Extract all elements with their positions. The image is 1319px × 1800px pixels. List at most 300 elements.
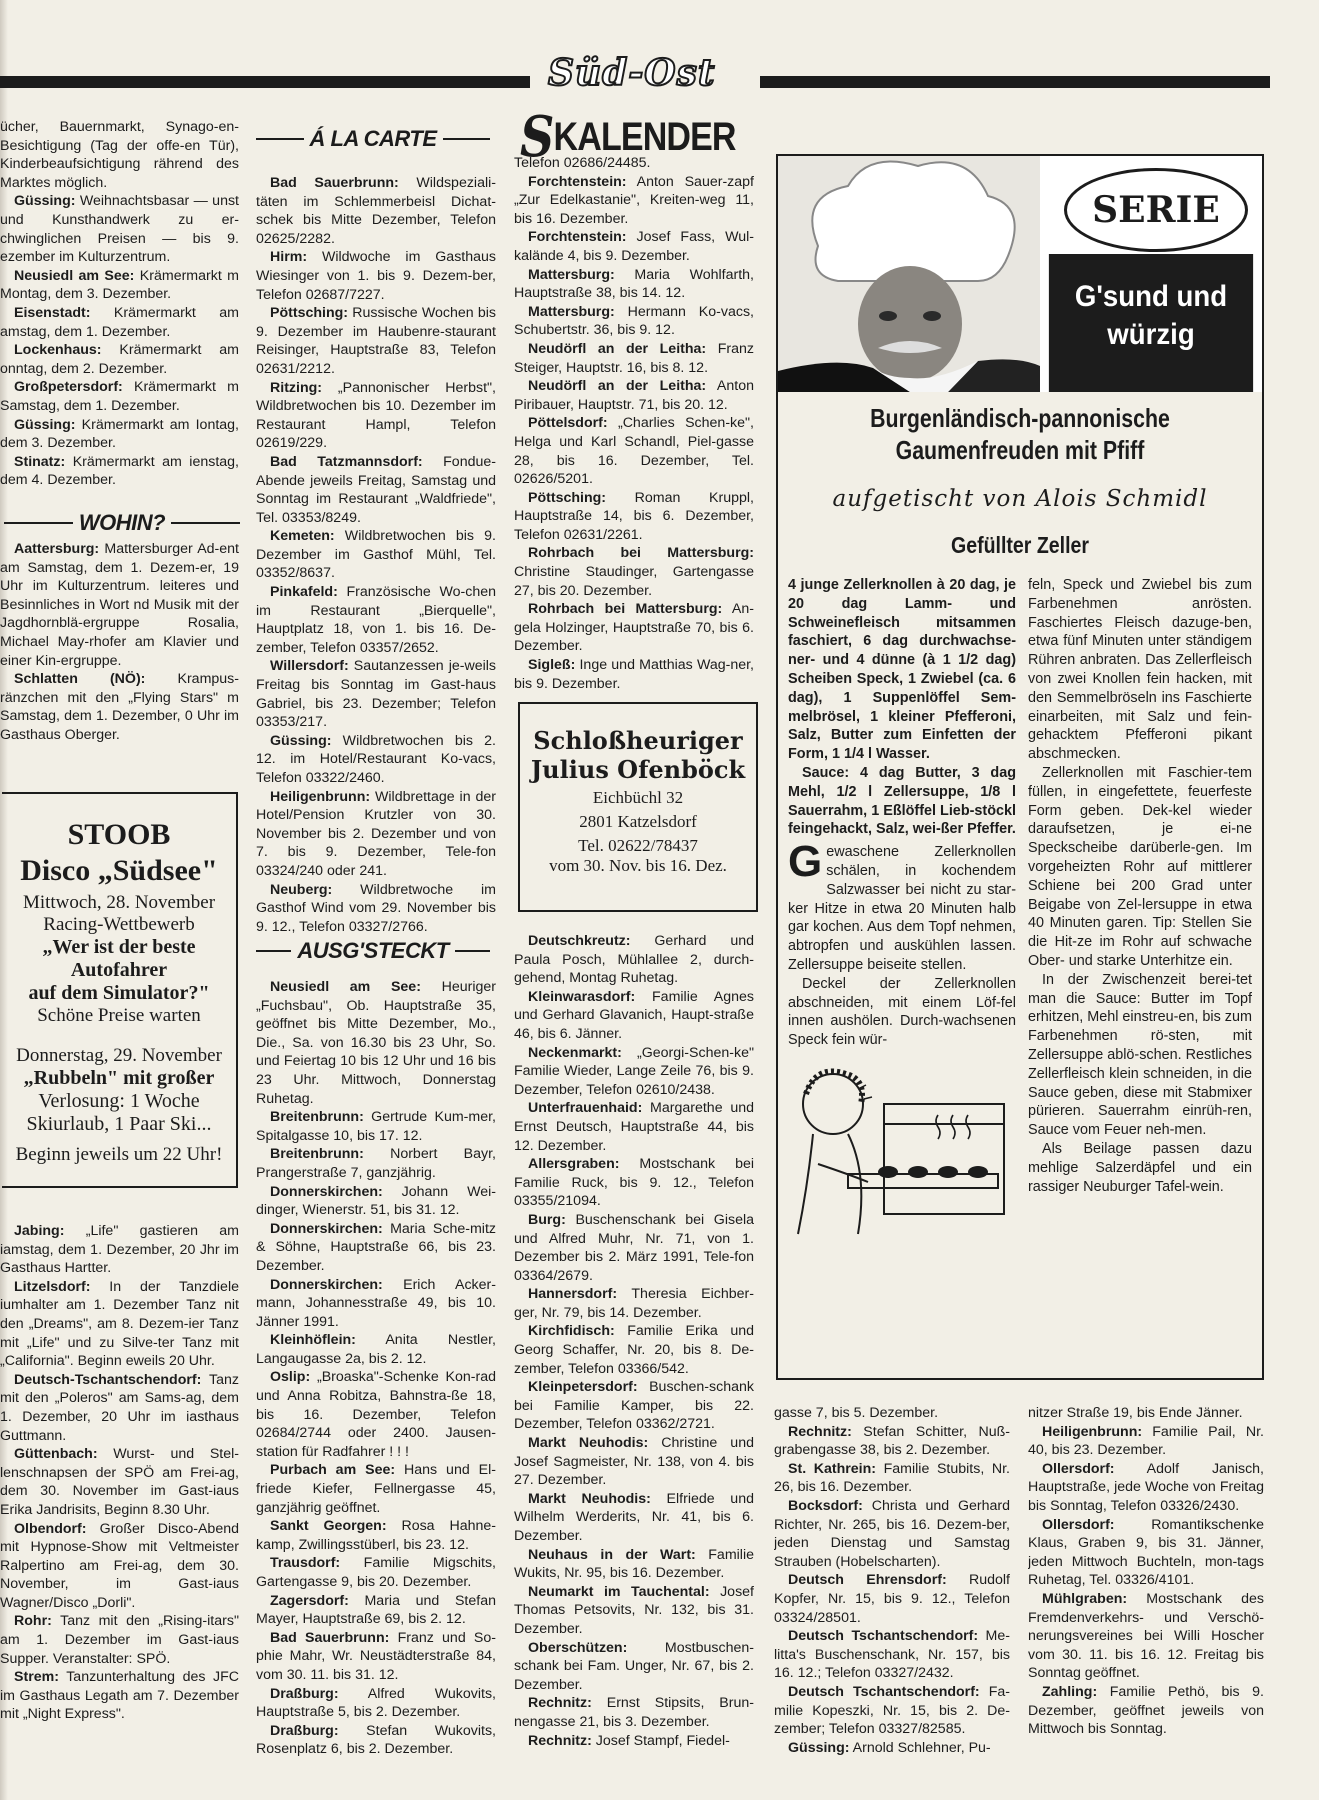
masthead-sued-ost: Süd-Ost bbox=[548, 52, 716, 94]
entry-text: Telefon 02686/24485. bbox=[514, 155, 651, 171]
entry-place: Rechnitz: bbox=[788, 1423, 852, 1440]
entry-place: Purbach am See: bbox=[270, 1462, 396, 1479]
calendar-entry bbox=[514, 1694, 754, 1731]
entry-text: gasse 7, bis 5. Dezember. bbox=[774, 1405, 939, 1421]
entry-place: Sankt Georgen: bbox=[270, 1518, 387, 1535]
entry-place: Zagersdorf: bbox=[270, 1592, 349, 1609]
entry-text: Großer Disco-Abend mit Hypnose-Show mit Veltmeister Ralpertino am Frei-ag, dem 30. November, im Gast-iaus Wagner/Disco „Dorli". bbox=[0, 1520, 239, 1611]
column-1-wohin bbox=[0, 540, 239, 780]
recipe-step-1: Gewaschene Zellerknollen schälen, in kochendem Salzwasser bei nicht zu star-ker Hitze in etwa 20 Minuten halb gar kochen. Aus dem Topf nehmen, abtropfen und auskühlen lassen. Zellersuppe beiseite stellen. bbox=[788, 837, 1016, 973]
entry-text: Stefan Schitter, Nuß-grabengasse 38, bis 2. Dezember. bbox=[774, 1423, 1010, 1459]
entry-text: Krampus-ränzchen mit den „Flying Stars" m Samstag, dem 1. Dezember, 0 Uhr im Gasthaus Oberger. bbox=[0, 671, 239, 743]
entry-text: Elfriede und Wilhelm Werderits, Nr. 41, bis 6. Dezember. bbox=[514, 1490, 754, 1544]
calendar-entry bbox=[514, 1155, 754, 1211]
calendar-entry bbox=[0, 453, 239, 490]
stoob-venue: Disco „Südsee" bbox=[20, 854, 218, 887]
calendar-entry bbox=[514, 303, 754, 340]
calendar-entry bbox=[0, 192, 239, 266]
calendar-entry bbox=[256, 1722, 496, 1759]
entry-text: Mostbuschen-schank bei Fam. Unger, Nr. 67, bis 2. Dezember. bbox=[514, 1639, 754, 1693]
col5-list bbox=[1028, 1404, 1264, 1739]
entry-text: nitzer Straße 19, bis Ende Jänner. bbox=[1028, 1405, 1243, 1421]
entry-place: Güssing: bbox=[788, 1739, 850, 1756]
entry-text: Fa-milie Kopeszki, Nr. 15, bis 2. De-zember; Telefon 03327/82585. bbox=[774, 1683, 1010, 1738]
entry-place: Kleinhöflein: bbox=[270, 1332, 356, 1349]
section-ausgsteckt bbox=[256, 938, 490, 964]
calendar-entry bbox=[514, 1322, 754, 1378]
entry-place: Eisenstadt: bbox=[14, 304, 91, 321]
calendar-entry bbox=[0, 416, 239, 453]
chef-portrait bbox=[778, 156, 1040, 392]
entry-text: Wildspeziali-täten im Schlemmerbeisl Dichat-schek bis Mitte Dezember, Telefon 02625/2282. bbox=[256, 175, 496, 247]
entry-place: Burg: bbox=[528, 1211, 566, 1228]
entry-place: Jabing: bbox=[14, 1223, 65, 1239]
entry-text: Christa und Gerhard Richter, Nr. 265, bis 16. Dezem-ber, jeden Dienstag und Samstag Strauben (Hobelscharten). bbox=[774, 1497, 1010, 1570]
stoob-line-2: Racing-Wettbewerb bbox=[43, 914, 195, 935]
entry-place: Güssing: bbox=[14, 416, 76, 433]
entry-text: Heuriger „Fuchsbau", Ob. Hauptstraße 35, geöffnet bis Mitte Dezember, Mo., Die., Sa. von 16.30 bis 23 Uhr, So. und Feiertag 10 bis 12 Uhr und 16 bis 23 Uhr. Mittwoch, Donnerstag Ruhetag. bbox=[256, 979, 496, 1107]
entry-text: Adolf Janisch, Hauptstraße, jede Woche von Freitag bis Sonntag, Telefon 03326/2430. bbox=[1028, 1460, 1264, 1514]
calendar-entry bbox=[256, 174, 496, 248]
entry-text: Fondue-Abende jeweils Freitag, Samstag und Sonntag im Restaurant „Waldfriede", Tel. 03353/8249. bbox=[256, 453, 496, 526]
calendar-entry bbox=[0, 1520, 239, 1613]
top-rule-right bbox=[760, 76, 1270, 88]
entry-place: Draßburg: bbox=[270, 1685, 339, 1702]
entry-text: ücher, Bauernmarkt, Synago-en-Besichtigung (Tag der offe-en Tür), Kinderbeaufsichtigung rährend des Marktes möglich. bbox=[0, 119, 239, 191]
entry-text: Mostschank bei Familie Ruck, bis 9. 12., Telefon 03355/21094. bbox=[514, 1156, 754, 1210]
entry-place: Donnerskirchen: bbox=[270, 1220, 383, 1237]
entry-place: Pinkafeld: bbox=[270, 584, 338, 601]
entry-text: Wildbrettage in der Hotel/Pension Krutzler von 30. November bis 2. Dezember und von 7. bis 9. Dezember, Tele-fon 03324/240 oder 241. bbox=[256, 788, 496, 879]
calendar-entry bbox=[514, 1434, 754, 1490]
entry-text: Franz und So-phie Mahr, Wr. Neustädterstraße 84, vom 30. 11. bis 31. 12. bbox=[256, 1629, 496, 1683]
entry-text: „Broaska"-Schenke Kon-rad und Anna Robitza, Bahnstra-ße 18, bis 16. Dezember, Telefon 02684/2744 oder 2400. Jausen-station für Radfahrer ! ! ! bbox=[256, 1369, 496, 1460]
stoob-line-7: Donnerstag, 29. November bbox=[16, 1045, 222, 1066]
entry-place: Sigleß: bbox=[528, 657, 576, 674]
col1-list-2 bbox=[0, 540, 239, 745]
entry-place: Heiligenbrunn: bbox=[270, 788, 371, 805]
entry-place: Draßburg: bbox=[270, 1722, 339, 1739]
calendar-entry bbox=[1028, 1460, 1264, 1516]
entry-place: Heiligenbrunn: bbox=[1042, 1423, 1143, 1440]
calendar-entry bbox=[514, 1546, 754, 1583]
calendar-entry bbox=[256, 1220, 496, 1276]
stoob-line-4: Autofahrer bbox=[70, 959, 168, 981]
calendar-entry bbox=[256, 657, 496, 731]
entry-place: Kleinpetersdorf: bbox=[528, 1379, 638, 1396]
entry-text: Rosa Hahne-kamp, Zwillingsstüberl, bis 23. 12. bbox=[256, 1518, 496, 1553]
recipe-sauce: Sauce: 4 dag Butter, 3 dag Mehl, 1/2 l Zellersuppe, 1/8 l Sauerrahm, 1 Eßlöffel Lieb-stöckl feingehackt, Salz, wei-ßer Pfeffer. bbox=[788, 764, 1016, 838]
calendar-entry bbox=[0, 118, 239, 192]
column-3-top bbox=[514, 154, 754, 694]
calendar-entry bbox=[514, 228, 754, 265]
entry-text: Romantikschenke Klaus, Graben 9, bis 31. Jänner, jeden Mittwoch Buchteln, mon-tags Ruhetag, Tel. 03326/4101. bbox=[1028, 1516, 1264, 1589]
serie-badge bbox=[1064, 168, 1248, 252]
entry-place: Pöttsching: bbox=[270, 305, 349, 322]
calendar-entry bbox=[0, 1371, 239, 1445]
entry-text: Ernst Stipsits, Brun-nengasse 21, bis 3. Dezember. bbox=[514, 1695, 754, 1730]
entry-text: Josef Fass, Wul-kalände 4, bis 9. Dezember. bbox=[514, 229, 754, 264]
calendar-entry bbox=[774, 1739, 1010, 1758]
entry-text: Hans und El-friede Kiefer, Fellnergasse 45, ganzjährig geöffnet. bbox=[256, 1462, 496, 1516]
entry-text: Arnold Schlehner, Pu- bbox=[849, 1739, 991, 1756]
entry-place: Neusiedl am See: bbox=[14, 267, 135, 284]
calendar-entry bbox=[514, 1490, 754, 1546]
entry-place: Großpetersdorf: bbox=[14, 379, 123, 396]
entry-place: Deutsch Ehrensdorf: bbox=[788, 1572, 947, 1589]
serie-byline: aufgetischt von Alois Schmidl bbox=[832, 486, 1208, 512]
entry-text: Mostschank des Fremdenverkehrs- und Verschö-nerungsvereines bei Willi Hoscher vom 30. 11. bis 16. 12. Freitag bis Sonntag geöffnet. bbox=[1028, 1590, 1264, 1682]
stoob-line-9: Verlosung: 1 Woche bbox=[38, 1090, 200, 1112]
serie-box bbox=[776, 154, 1264, 1380]
calendar-entry bbox=[514, 414, 754, 488]
recipe-step-4: Zellerknollen mit Faschier-tem füllen, in eingefettete, feuerfeste Form geben. Dek-kel wieder daraufsetzen, je ei-ne Speckscheibe darüberle-gen. Im vorgeheizten Rohr auf mittlerer Schiene bei 200 Grad unter Beigabe von Zel-lersuppe in etwa 40 Minuten garen. Tip: Stellen Sie die Hit-ze im Rohr auf schwache Ober- und starke Unterhitze ein. bbox=[1028, 764, 1252, 969]
schlossheuriger-dates: vom 30. Nov. bis 16. Dez. bbox=[549, 856, 727, 875]
entry-text: Wildwoche im Gasthaus Wiesinger von 1. bis 9. Dezem-ber, Telefon 02687/7227. bbox=[256, 249, 496, 303]
entry-place: Deutsch Tschantschendorf: bbox=[788, 1683, 980, 1700]
entry-place: Ollersdorf: bbox=[1042, 1516, 1115, 1533]
calendar-entry bbox=[256, 1517, 496, 1554]
entry-text: Norbert Bayr, Prangerstraße 7, ganzjährig. bbox=[256, 1146, 496, 1181]
entry-place: Deutsch-Tschantschendorf: bbox=[14, 1371, 202, 1388]
calendar-entry bbox=[256, 379, 496, 453]
col1-list-3 bbox=[0, 1222, 239, 1724]
entry-text: Theresia Eichber-ger, Nr. 79, bis 14. Dezember. bbox=[514, 1286, 754, 1321]
col2-list-2 bbox=[256, 978, 496, 1759]
calendar-entry bbox=[514, 340, 754, 377]
entry-place: Neckenmarkt: bbox=[528, 1044, 622, 1061]
calendar-entry bbox=[256, 1276, 496, 1332]
calendar-entry bbox=[0, 670, 239, 744]
entry-place: Pöttelsdorf: bbox=[528, 415, 608, 432]
entry-text: „Life" gastieren am iamstag, dem 1. Dezember, 20 Jhr im Gasthaus Hartter. bbox=[0, 1223, 239, 1277]
calendar-entry bbox=[1028, 1423, 1264, 1460]
entry-text: Tanz mit den „Rising-itars" am 1. Dezember im Gast-iaus Supper. Veranstalter: SPÖ. bbox=[0, 1613, 239, 1667]
calendar-entry bbox=[1028, 1683, 1264, 1739]
entry-place: Rohrbach bei Mattersburg: bbox=[528, 545, 754, 562]
entry-text: Josef Thomas Petsovits, Nr. 132, bis 31. Dezember. bbox=[514, 1583, 754, 1637]
calendar-entry bbox=[514, 1639, 754, 1695]
calendar-entry bbox=[0, 267, 239, 304]
entry-place: Markt Neuhodis: bbox=[528, 1435, 649, 1452]
cook-illustration bbox=[788, 1064, 1010, 1244]
calendar-entry bbox=[514, 1099, 754, 1155]
col2-list-1 bbox=[256, 174, 496, 934]
recipe-step-2: Deckel der Zellerknollen abschneiden, mit einem Löf-fel innen aushölen. Durch-wachsenen Speck fein wür- bbox=[788, 975, 1016, 1049]
serie-subtitle-1: G'sund und bbox=[1074, 280, 1228, 313]
calendar-entry bbox=[514, 173, 754, 229]
entry-text: An-gela Holzinger, Hauptstraße 70, bis 6. Dezember. bbox=[514, 601, 754, 655]
calendar-entry bbox=[774, 1497, 1010, 1571]
entry-place: Donnerskirchen: bbox=[270, 1183, 383, 1200]
calendar-entry bbox=[514, 266, 754, 303]
calendar-entry bbox=[514, 1285, 754, 1322]
calendar-entry bbox=[256, 1331, 496, 1368]
entry-text: Französische Wo-chen im Restaurant „Bierquelle", Hauptplatz 18, von 1. bis 16. De-zember, Telefon 03357/2652. bbox=[256, 584, 496, 656]
entry-text: In der Tanzdiele iumhalter am 1. Dezember Tanz nit den „Dreams", am 8. Dezem-ier Tanz mit „Life" und zu Silve-ter Tanz mit „California". Beginn eweils 20 Uhr. bbox=[0, 1278, 239, 1370]
calendar-entry bbox=[514, 1044, 754, 1100]
calendar-entry bbox=[0, 1222, 239, 1278]
calendar-entry bbox=[774, 1683, 1010, 1739]
entry-place: Mühlgraben: bbox=[1042, 1590, 1128, 1607]
entry-text: Wildbretwochen bis 2. 12. im Hotel/Restaurant Ko-vacs, Telefon 03322/2460. bbox=[256, 732, 496, 786]
entry-place: Trausdorf: bbox=[270, 1555, 341, 1572]
calendar-entry bbox=[514, 1732, 754, 1751]
entry-text: Franz Steiger, Hauptstr. 16, bis 8. 12. bbox=[514, 340, 754, 376]
calendar-entry bbox=[774, 1423, 1010, 1460]
entry-text: Anita Nestler, Langaugasse 2a, bis 2. 12. bbox=[256, 1332, 496, 1367]
recipe-step-6: Als Beilage passen dazu mehlige Salzerdäpfel und ein rassiger Neuburger Tafel-wein. bbox=[1028, 1140, 1252, 1195]
stoob-ad bbox=[2, 792, 238, 1188]
entry-text: Anton Sauer-zapf „Zur Edelkastanie", Kreiten-weg 11, bis 16. Dezember. bbox=[514, 173, 754, 227]
entry-place: Bad Sauerbrunn: bbox=[270, 1629, 390, 1646]
serie-headline-1: Burgenländisch-pannonische bbox=[870, 403, 1170, 433]
entry-place: Kirchfidisch: bbox=[528, 1323, 615, 1340]
calendar-entry bbox=[256, 978, 496, 1108]
masthead-kalender: SKALENDER bbox=[520, 104, 736, 170]
entry-place: Lockenhaus: bbox=[14, 342, 102, 359]
top-rule-left bbox=[0, 76, 530, 88]
entry-text: Margarethe und Ernst Deutsch, Hauptstraße 44, bis 12. Dezember. bbox=[514, 1100, 754, 1154]
stoob-line-5: auf dem Simulator?" bbox=[28, 982, 210, 1004]
calendar-entry bbox=[256, 1461, 496, 1517]
entry-text: Weihnachtsbasar — unst und Kunsthandwerk zu er-chwinglichen Preisen — bis 9. ezember im Kulturzentrum. bbox=[0, 193, 239, 266]
entry-place: Bocksdorf: bbox=[788, 1497, 863, 1514]
calendar-entry bbox=[256, 583, 496, 657]
serie-headline bbox=[778, 402, 1262, 466]
calendar-entry bbox=[0, 1612, 239, 1668]
entry-place: Neudörfl an der Leitha: bbox=[528, 378, 707, 395]
entry-text: Wurst- und Stel-lenschnapsen der SPÖ am Frei-ag, dem 30. November im Gast-iaus Erika Jandrisits, Beginn 8.30 Uhr. bbox=[0, 1446, 239, 1518]
entry-text: Roman Kruppl, Hauptstraße 14, bis 6. Dezember, Telefon 02631/2261. bbox=[514, 489, 754, 543]
stoob-line-6: Schöne Preise warten bbox=[37, 1005, 201, 1026]
entry-text: Krämermarkt m Samstag, dem 1. Dezember. bbox=[0, 379, 239, 414]
calendar-entry bbox=[256, 1108, 496, 1145]
calendar-entry bbox=[514, 988, 754, 1044]
entry-text: Josef Stampf, Fiedel- bbox=[591, 1732, 730, 1749]
calendar-entry bbox=[514, 1378, 754, 1434]
entry-text: Tanzunterhaltung des JFC im Gasthaus Legath am 7. Dezember mit „Night Express". bbox=[0, 1669, 239, 1723]
entry-place: Rechnitz: bbox=[528, 1732, 592, 1749]
serie-badge-text: SERIE bbox=[1092, 189, 1220, 231]
entry-place: Strem: bbox=[14, 1669, 59, 1686]
entry-text: Maria und Stefan Mayer, Hauptstraße 69, bis 2. 12. bbox=[256, 1592, 496, 1628]
entry-text: „Georgi-Schen-ke" Familie Wieder, Lange Zeile 76, bis 9. Dezember, Telefon 02610/2438. bbox=[514, 1044, 754, 1098]
entry-place: Zahling: bbox=[1042, 1683, 1098, 1700]
calendar-entry bbox=[514, 377, 754, 414]
calendar-entry bbox=[256, 1554, 496, 1591]
entry-place: Forchtenstein: bbox=[528, 173, 627, 190]
entry-text: Krämermarkt am onntag, dem 2. Dezember. bbox=[0, 342, 239, 377]
entry-text: Mattersburger Ad-ent am Samstag, dem 1. Dezem-er, 19 Uhr im Kulturzentrum. leiteres und Besinnliches in Wort nd Musik mit der Jagdhornblä-ergruppe Rosalia, Michael May-rhofer am Klavier und einer Kin-ergruppe. bbox=[0, 541, 239, 669]
entry-text: Buschen-schank bei Familie Kamper, bis 22. Dezember, Telefon 03362/2721. bbox=[514, 1379, 754, 1433]
column-2-top bbox=[256, 174, 496, 934]
entry-place: Ollersdorf: bbox=[1042, 1460, 1115, 1477]
entry-text: Buschenschank bei Gisela und Alfred Muhr, Nr. 71, von 1. Dezember bis 2. März 1991, Tele-fon 03364/2679. bbox=[514, 1211, 754, 1284]
entry-text: Alfred Wukovits, Hauptstraße 5, bis 2. Dezember. bbox=[256, 1685, 496, 1721]
entry-text: Krämermarkt am Iontag, dem 3. Dezember. bbox=[0, 416, 239, 452]
calendar-entry bbox=[1028, 1404, 1264, 1423]
recipe-ingredients: 4 junge Zellerknollen à 20 dag, je 20 dag Lamm- und Schweinefleisch mitsammen faschiert, 6 dag durchwachse-ner- und 4 dünne (à 1 1/2 dag) Scheiben Speck, 1 Zwiebel (ca. 6 dag), 1 Suppenlöffel Sem-melbrösel, 1 kleiner Pfefferoni, Salz, Butter zum Einfetten der Form, 1 1/4 l Wasser. bbox=[788, 577, 1016, 763]
col3-list-1 bbox=[514, 154, 754, 693]
entry-place: Neudörfl an der Leitha: bbox=[528, 340, 707, 357]
entry-text: Anton Piribauer, Hauptstr. 71, bis 20. 12. bbox=[514, 378, 754, 413]
stoob-line-11: Beginn jeweils um 22 Uhr! bbox=[15, 1144, 223, 1165]
col4-list bbox=[774, 1404, 1010, 1757]
calendar-entry bbox=[256, 881, 496, 934]
entry-place: Bad Tatzmannsdorf: bbox=[270, 453, 423, 470]
entry-text: Erich Acker-mann, Johannesstraße 49, bis 10. Jänner 1991. bbox=[256, 1276, 496, 1330]
calendar-entry bbox=[256, 248, 496, 304]
calendar-entry bbox=[514, 1211, 754, 1285]
entry-text: Stefan Wukovits, Rosenplatz 6, bis 2. Dezember. bbox=[256, 1722, 496, 1758]
schlossheuriger-address: Eichbüchl 32 bbox=[592, 788, 684, 807]
entry-text: Maria Wohlfarth, Hauptstraße 38, bis 14. 12. bbox=[514, 266, 754, 302]
calendar-entry bbox=[256, 788, 496, 881]
entry-place: Ritzing: bbox=[270, 379, 323, 396]
column-1-top bbox=[0, 118, 239, 498]
entry-place: Forchtenstein: bbox=[528, 229, 627, 246]
calendar-entry bbox=[256, 1183, 496, 1220]
column-4-bottom bbox=[774, 1404, 1010, 1782]
calendar-entry bbox=[774, 1460, 1010, 1497]
calendar-entry bbox=[256, 1592, 496, 1629]
entry-place: Breitenbrunn: bbox=[270, 1109, 364, 1126]
entry-place: Güssing: bbox=[14, 193, 76, 210]
calendar-entry bbox=[0, 1445, 239, 1519]
calendar-entry bbox=[1028, 1516, 1264, 1590]
calendar-entry bbox=[774, 1404, 1010, 1423]
entry-text: Tanz mit den „Poleros" am Sams-ag, dem 1. Dezember, 20 Uhr im iasthaus Guttmann. bbox=[0, 1371, 239, 1444]
entry-place: Rohrbach bei Mattersburg: bbox=[528, 601, 723, 618]
column-1-bottom bbox=[0, 1222, 239, 1782]
col3-list-2 bbox=[514, 932, 754, 1750]
entry-place: Güttenbach: bbox=[14, 1446, 98, 1463]
entry-place: Aattersburg: bbox=[14, 541, 100, 557]
entry-text: Krämermarkt am amstag, dem 1. Dezember. bbox=[0, 304, 239, 340]
stoob-line-10: Skiurlaub, 1 Paar Ski... bbox=[26, 1113, 212, 1135]
calendar-entry bbox=[0, 1278, 239, 1371]
entry-text: Johann Wei-dinger, Wienerstr. 51, bis 31. 12. bbox=[256, 1183, 496, 1219]
entry-text: Russische Wochen bis 9. Dezember im Haubenre-staurant Reisinger, Hauptstraße 83, Telefon 02631/2212. bbox=[256, 305, 496, 377]
calendar-entry bbox=[0, 304, 239, 341]
entry-place: Olbendorf: bbox=[14, 1520, 87, 1537]
entry-text: „Charlies Schen-ke", Helga und Karl Schandl, Piel-gasse 28, bis 16. Dezember, Tel. 02626/5201. bbox=[514, 415, 754, 488]
entry-place: Unterfrauenhaid: bbox=[528, 1100, 643, 1117]
calendar-entry bbox=[514, 932, 754, 988]
section-a-la-carte bbox=[256, 126, 490, 152]
entry-place: Neusiedl am See: bbox=[270, 979, 421, 995]
calendar-entry bbox=[514, 656, 754, 693]
entry-place: Neumarkt im Tauchental: bbox=[528, 1583, 710, 1600]
entry-place: Breitenbrunn: bbox=[270, 1146, 364, 1163]
calendar-entry bbox=[256, 304, 496, 378]
schlossheuriger-owner: Julius Ofenböck bbox=[530, 755, 746, 784]
column-2-bottom bbox=[256, 978, 496, 1782]
entry-place: Hirm: bbox=[270, 249, 308, 266]
entry-place: Allersgraben: bbox=[528, 1156, 620, 1173]
schlossheuriger-town: 2801 Katzelsdorf bbox=[579, 812, 697, 831]
calendar-entry bbox=[256, 453, 496, 527]
entry-place: Litzelsdorf: bbox=[14, 1278, 91, 1295]
entry-place: Kleinwarasdorf: bbox=[528, 988, 636, 1005]
serie-headline-2: Gaumenfreuden mit Pfiff bbox=[895, 435, 1145, 465]
entry-place: Pöttsching: bbox=[528, 489, 607, 506]
entry-text: Gertrude Kum-mer, Spitalgasse 10, bis 17. 12. bbox=[256, 1109, 496, 1144]
entry-text: Christine Staudinger, Gartengasse 27, bis 20. Dezember. bbox=[514, 564, 754, 599]
entry-text: Christine und Josef Sagmeister, Nr. 138, von 4. bis 27. Dezember. bbox=[514, 1435, 754, 1489]
calendar-entry bbox=[256, 732, 496, 788]
entry-place: Oslip: bbox=[270, 1369, 311, 1386]
calendar-entry bbox=[256, 1145, 496, 1182]
entry-text: Familie Pethö, bis 9. Dezember, geöffnet jeweils von Mittwoch bis Sonntag. bbox=[1028, 1683, 1264, 1738]
calendar-entry bbox=[0, 1668, 239, 1724]
entry-place: Mattersburg: bbox=[528, 303, 615, 320]
entry-text: Rudolf Kopfer, Nr. 15, bis 9. 12., Telefon 03324/28501. bbox=[774, 1572, 1010, 1626]
entry-text: Familie Migschits, Gartengasse 9, bis 20. Dezember. bbox=[256, 1555, 496, 1590]
entry-place: Güssing: bbox=[270, 732, 332, 749]
recipe-step-5: In der Zwischenzeit berei-tet man die Sauce: Butter im Topf erhitzen, Mehl einstreu-en, bis zum Farbenehmen rö-sten, mit Zellersuppe ablö-schen. Restliches Zellerfleisch klein schneiden, in die Sauce geben, diese mit Stabmixer pürieren. Sauerrahm einrüh-ren, Sauce vom Feuer neh-men. bbox=[1028, 971, 1252, 1139]
entry-place: Mattersburg: bbox=[528, 266, 615, 283]
calendar-entry bbox=[774, 1627, 1010, 1683]
entry-text: Me-litta's Buschenschank, Nr. 157, bis 16. 12.; Telefon 03327/2432. bbox=[774, 1628, 1010, 1682]
calendar-entry bbox=[1028, 1590, 1264, 1683]
entry-text: Familie Agnes und Gerhard Glavanich, Haupt-straße 46, bis 6. Jänner. bbox=[514, 988, 754, 1042]
calendar-entry bbox=[774, 1571, 1010, 1627]
entry-text: „Pannonischer Herbst", Wildbretwochen bis 10. Dezember im Restaurant Hampl, Telefon 02619/229. bbox=[256, 379, 496, 452]
stoob-title: STOOB bbox=[67, 818, 171, 851]
entry-place: Rechnitz: bbox=[528, 1695, 592, 1712]
schlossheuriger-phone: Tel. 02622/78437 bbox=[578, 836, 698, 855]
calendar-entry bbox=[0, 341, 239, 378]
recipe-right-col bbox=[1028, 576, 1252, 1376]
section-wohin bbox=[4, 510, 240, 536]
schlossheuriger-name: Schloßheuriger bbox=[533, 726, 743, 755]
calendar-entry bbox=[514, 154, 754, 173]
column-3-bottom bbox=[514, 932, 754, 1782]
col1-list-1 bbox=[0, 118, 239, 490]
serie-subtitle-2: würzig bbox=[1107, 318, 1195, 351]
entry-text: Wildbretwoche im Gasthof Wind vom 29. November bis 9. 12., Telefon 03327/2766. bbox=[256, 881, 496, 934]
drop-cap: G bbox=[788, 837, 823, 887]
entry-text: Gerhard und Paula Posch, Mühlallee 2, durch-gehend, Montag Ruhetag. bbox=[514, 933, 754, 987]
calendar-entry bbox=[514, 544, 754, 600]
a-la-carte-heading: Á LA CARTE bbox=[309, 126, 437, 151]
wohin-heading: WOHIN? bbox=[78, 510, 166, 535]
calendar-entry bbox=[0, 540, 239, 670]
entry-place: Neuberg: bbox=[270, 881, 333, 898]
entry-text: Familie Pail, Nr. 40, bis 23. Dezember. bbox=[1028, 1423, 1264, 1459]
entry-place: Oberschützen: bbox=[528, 1639, 628, 1656]
entry-place: Hannersdorf: bbox=[528, 1286, 618, 1303]
ausgsteckt-heading: AUSG'STECKT bbox=[297, 938, 449, 963]
entry-text: Maria Sche-mitz & Söhne, Hauptstraße 66, bis 23. Dezember. bbox=[256, 1220, 496, 1274]
entry-text: Familie Stubits, Nr. 26, bis 16. Dezember. bbox=[774, 1460, 1010, 1496]
recipe-title: Gefüllter Zeller bbox=[951, 532, 1089, 558]
calendar-entry bbox=[256, 1629, 496, 1685]
entry-place: Neuhaus in der Wart: bbox=[528, 1546, 696, 1563]
calendar-entry bbox=[256, 1368, 496, 1461]
stoob-line-3: „Wer ist der beste bbox=[42, 936, 196, 958]
entry-text: Inge und Matthias Wag-ner, bis 9. Dezember. bbox=[514, 657, 754, 692]
schlossheuriger-ad bbox=[518, 702, 758, 912]
column-5-bottom bbox=[1028, 1404, 1264, 1782]
calendar-entry bbox=[514, 600, 754, 656]
stoob-line-8: „Rubbeln" mit großer bbox=[23, 1067, 215, 1089]
calendar-entry bbox=[256, 1685, 496, 1722]
recipe-left-col bbox=[788, 576, 1016, 1376]
entry-place: Willersdorf: bbox=[270, 658, 349, 675]
